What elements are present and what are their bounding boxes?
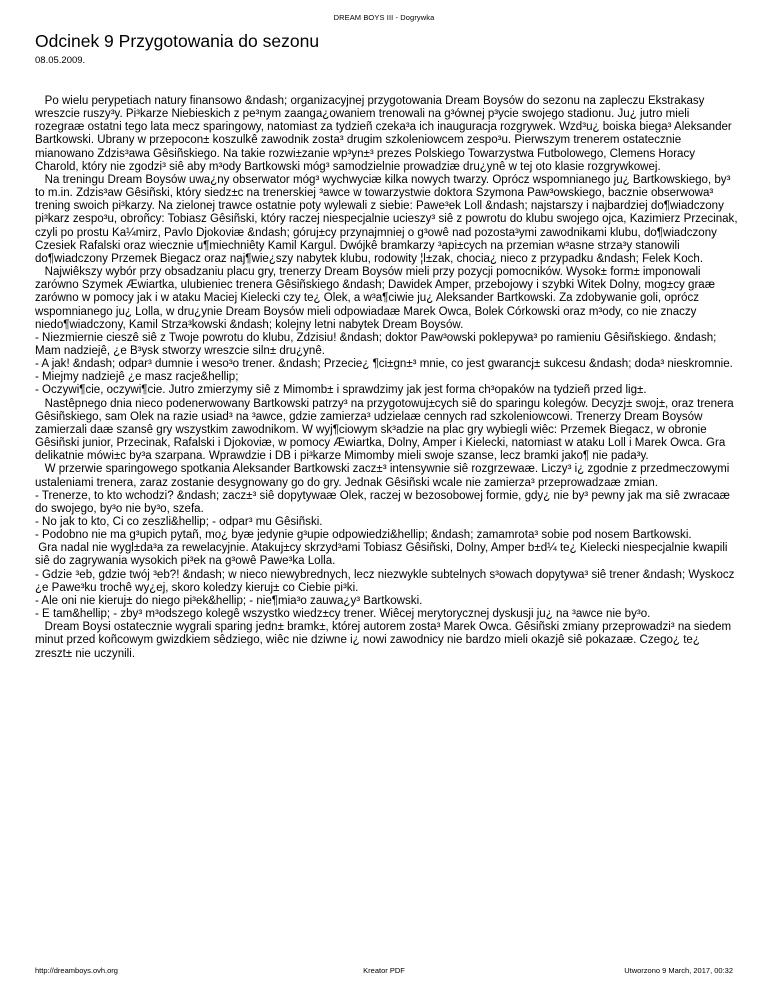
running-header: DREAM BOYS III - Dogrywka — [333, 13, 435, 22]
article-date: 08.05.2009. — [35, 55, 86, 66]
footer-creator: Kreator PDF — [363, 966, 405, 975]
footer-url: http://dreamboys.ovh.org — [35, 966, 118, 975]
article-body: Po wielu perypetiach natury finansowo &ndash; organizacyjnej przygotowania Dream Boysów do sezonu na zapleczu Ekstrakasy wreszcie ruszy³y. Pi³karze Niebieskich z pe³nym zaanga¿owaniem trenowali na g³ównej p³ycie swojego stadionu. Ju¿ jutro mieli rozegraæ ostatni tego lata mecz sparingowy, natomiast za tydzieñ czeka³a ich inauguracja rozgrywek. Wzd³u¿ boiska biega³ Aleksander Bartkowski. Ubrany w przepocon± koszulkê zawodnik zosta³ drugim szkoleniowcem zespo³u. Pierwszym trenerem ostatecznie mianowano Zdzis³awa Gêsiñskiego. Na takie rozwi±zanie wp³yn±³ prezes Polskiego Towarzystwa Futbolowego, Clemens Horacy Charold, który nie zgodzi³ siê aby m³ody Bartkowski móg³ samodzielnie prowadziæ dru¿ynê w tej oto klasie rozgrywkowej. Na treningu Dream Boysów uwa¿ny obserwator móg³ wychwyciæ kilka nowych twarzy. Oprócz wspomnianego ju¿ Bartkowskiego, by³ to m.in. Zdzis³aw Gêsiñski, który siedz±c na trenerskiej ³awce w towarzystwie doktora Szymona Paw³owskiego, bacznie obserwowa³ trening swoich pi³karzy. Na zielonej trawce ostatnie poty wylewali z siebie: Pawe³ek Loll &ndash; najstarszy i najbardziej do¶wiadczony pi³karz zespo³u, obroñcy: Tobiasz Gêsiñski, który raczej niespecjalnie ucieszy³ siê z powrotu do klubu swojego ojca, Kazimierz Przecinak, czyli po prostu Ka¼mirz, Pavlo Djokoviæ &ndash; góruj±cy przynajmniej o g³owê nad pozosta³ymi zawodnikami klubu, do¶wiadczony Czesiek Rafalski oraz wiecznie u¶miechniêty Kamil Kargul. Dwójkê bramkarzy ³api±cych na przemian w³asne strza³y stanowili do¶wiadczony Przemek Biegacz oraz naj¶wie¿szy nabytek klubu, rodowity ¦l±zak, chocia¿ nieco z przypadku &ndash; Felek Koch. Najwiêkszy wybór przy obsadzaniu placu gry, trenerzy Dream Boysów mieli przy pozycji pomocników. Wysok± form± imponowali zarówno Szymek Æwiartka, ulubieniec trenera Gêsiñskiego &ndash; Dawidek Amper, przebojowy i szybki Witek Dolny, mog±cy graæ zarówno w pomocy jak i w ataku Maciej Kielecki czy te¿ Olek, a w³a¶ciwie ju¿ Aleksander Bartkowski. Za zdobywanie goli, oprócz wspomnianego ju¿ Lolla, w dru¿ynie Dream Boysów mieli odpowiadaæ Marek Owca, Bolek Córkowski oraz m³ody, co nie znaczy niedo¶wiadczony, Kamil Strza³kowski &ndash; kolejny letni nabytek Dream Boysów. - Niezmiernie cieszê siê z Twoje powrotu do klubu, Zdzisiu! &ndash; doktor Paw³owski poklepywa³ po ramieniu Gêsiñskiego. &ndash; Mam nadziejê, ¿e B³ysk stworzy wreszcie siln± dru¿ynê. - A jak! &ndash; odpar³ dumnie i weso³o trener. &ndash; Przecie¿ ¶ci±gn±³ mnie, co jest gwarancj± sukcesu &ndash; doda³ nieskromnie. - Miejmy nadziejê ¿e masz racje&hellip; - Oczywi¶cie, oczywi¶cie. Jutro zmierzymy siê z Mimomb± i sprawdzimy jak jest forma ch³opaków na tydzieñ przed lig±. Nastêpnego dnia nieco podenerwowany Bartkowski patrzy³ na przygotowuj±cych siê do sparingu kolegów. Decyzj± swoj±, oraz trenera Gêsiñskiego, sam Olek na razie usiad³ na ³awce, gdzie zamierza³ udzielaæ cennych rad szkoleniowcowi. Trenerzy Dream Boysów zamierzali daæ szansê gry wszystkim zawodnikom. W wyj¶ciowym sk³adzie na plac gry wybiegli wiêc: Przemek Biegacz, w obronie Gêsiñski junior, Przecinak, Rafalski i Djokoviæ, w pomocy Æwiartka, Dolny, Amper i Kielecki, natomiast w ataku Loll i Marek Owca. Gra delikatnie mówi±c by³a szarpana. Wprawdzie i DB i pi³karze Mimomby mieli swoje szanse, lecz bramki jako¶ nie pada³y. W przerwie sparingowego spotkania Aleksander Bartkowski zacz±³ intensywnie siê rozgrzewaæ. Liczy³ i¿ zgodnie z przedmeczowymi ustaleniami trenera, zaraz zostanie desygnowany go do gry. Jednak Gêsiñski wcale nie zamierza³ przeprowadzaæ zmian. - Trenerze, to kto wchodzi? &ndash; zacz±³ siê dopytywaæ Olek, raczej w bezosobowej formie, gdy¿ nie by³ pewny jak ma siê zwracaæ do swojego, by³o nie by³o, szefa. - No jak to kto, Ci co zeszli&hellip; - odpar³ mu Gêsiñski. - Podobno nie ma g³upich pytañ, mo¿ byæ jedynie g³upie odpowiedzi&hellip; &ndash; zamamrota³ sobie pod nosem Bartkowski. Gra nadal nie wygl±da³a za rewelacyjnie. Atakuj±cy skrzyd³ami Tobiasz Gêsiñski, Dolny, Amper b±d¼ te¿ Kielecki niespecjalnie kwapili siê do zagrywania wysokich pi³ek na g³owê Pawe³ka Lolla. - Gdzie ³eb, gdzie twój ³eb?! &ndash; w nieco niewybrednych, lecz niezwykle subtelnych s³owach dopytywa³ siê trener &ndash; Wyskocz ¿e Pawe³ku trochê wy¿ej, skoro koledzy kieruj± co Ciebie pi³ki. - Ale oni nie kieruj± do niego pi³ek&hellip; - nie¶mia³o zauwa¿y³ Bartkowski. - E tam&hellip; - zby³ m³odszego kolegê wszystko wiedz±cy trener. Wiêcej merytorycznej dyskusji ju¿ na ³awce nie by³o. Dream Boysi ostatecznie wygrali sparing jedn± bramk±, której autorem zosta³ Marek Owca. Gêsiñski zmiany przeprowadzi³ na siedem minut przed koñcowym gwizdkiem sêdziego, wiêc nie dziwne i¿ nowi zawodnicy nie bardzo mieli okazjê siê pokazaæ. Czego¿ te¿ zreszt± nie uczynili. — [35, 95, 738, 660]
article-title: Odcinek 9 Przygotowania do sezonu — [35, 31, 320, 51]
footer-created-date: Utworzono 9 March, 2017, 00:32 — [624, 966, 733, 975]
